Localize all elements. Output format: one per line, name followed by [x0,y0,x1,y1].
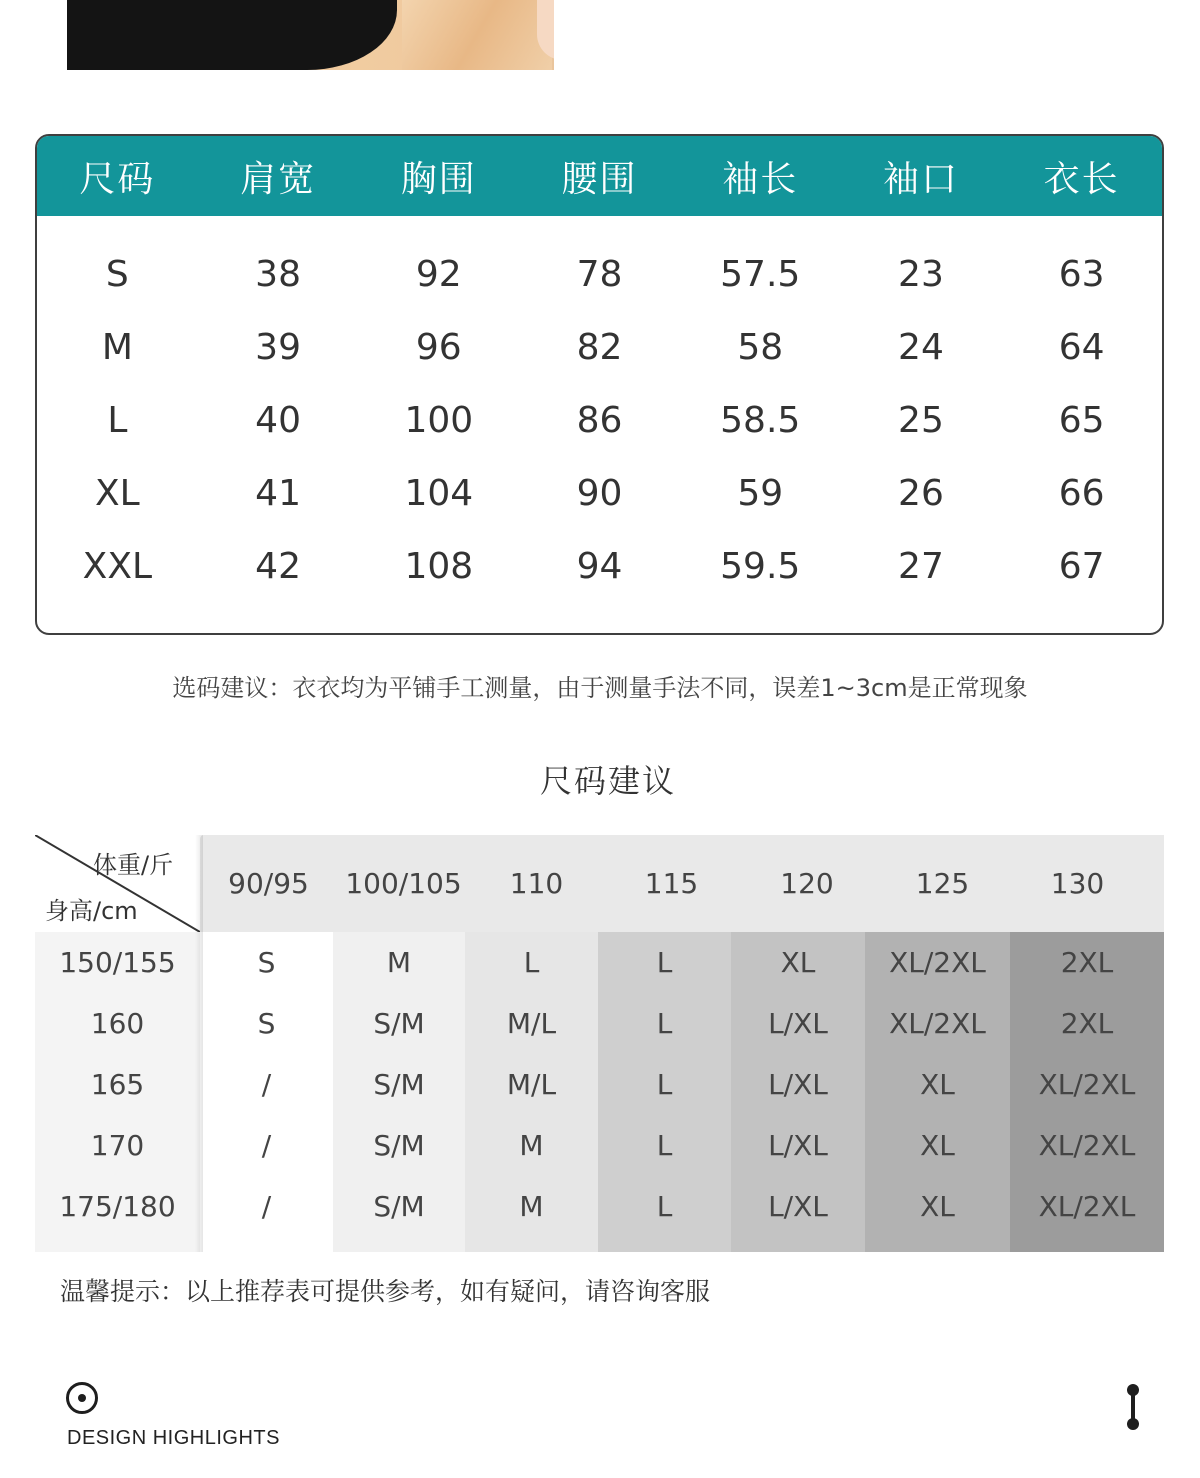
recommendation-cell: L [656,1007,673,1040]
recommendation-column [731,932,865,1252]
recommendation-column [333,932,465,1252]
recommendation-cell: S/M [373,1129,425,1162]
table-cell: XXL [82,546,153,587]
table-cell: L [107,400,128,441]
header-shoulder: 肩宽 [240,158,317,200]
recommendation-column [200,932,333,1252]
recommendation-cell: L [523,946,540,979]
photo-fabric [402,0,552,70]
weight-header-cell: 110 [509,867,564,900]
recommendation-cell: L/XL [768,1190,828,1223]
recommendation-cell: M/L [506,1007,557,1040]
scroll-indicator-dot-top [1127,1384,1139,1396]
recommendation-cell: XL/2XL [889,946,986,979]
table-cell: 23 [898,254,944,295]
recommendation-cell: XL/2XL [1038,1068,1136,1101]
recommendation-cell: / [261,1129,272,1162]
table-cell: 82 [576,327,623,368]
height-cell: 175/180 [59,1190,176,1223]
table-cell: S [105,254,129,295]
height-column [35,932,200,1252]
table-cell: 100 [404,400,474,441]
recommendation-cell: L [656,1129,673,1162]
table-cell: 41 [255,473,301,514]
size-recommendation-table [35,835,1164,1252]
size-chart-header [37,136,1162,216]
table-cell: 57.5 [720,254,801,295]
table-cell: 90 [576,473,623,514]
height-cell: 165 [90,1068,145,1101]
section-label: DESIGN HIGHLIGHTS [67,1427,280,1449]
weight-header-cell: 100/105 [345,867,462,900]
product-photo [67,0,554,70]
recommendation-cell: XL [920,1190,955,1223]
height-cell: 160 [90,1007,145,1040]
table-cell: 64 [1058,327,1105,368]
weight-header-cell: 125 [915,867,970,900]
recommendation-cell: S [257,946,276,979]
recommendation-cell: M/L [506,1068,557,1101]
recommendation-title: 尺码建议 [539,762,676,800]
recommendation-cell: L/XL [768,1007,828,1040]
table-row [37,384,1162,457]
recommendation-cell: XL [780,946,816,979]
header-length: 衣长 [1043,158,1120,200]
size-chart-table [35,134,1164,635]
table-cell: 67 [1058,546,1105,587]
table-cell: 58 [737,327,784,368]
recommendation-cell: XL [920,1129,955,1162]
recommendation-cell: L [656,1068,673,1101]
recommendation-cell: S [257,1007,276,1040]
recommendation-cell: XL/2XL [1038,1129,1136,1162]
recommendation-cell: M [519,1129,544,1162]
recommendation-cell: L [656,1190,673,1223]
recommendation-cell: S/M [373,1190,425,1223]
recommendation-cell: L/XL [768,1068,828,1101]
recommendation-column [1010,932,1164,1252]
size-chart-body [37,238,1162,603]
recommendation-cell: / [261,1068,272,1101]
recommendation-cell: XL [920,1068,955,1101]
table-cell: 27 [898,546,944,587]
table-row [37,530,1162,603]
table-cell: 108 [404,546,474,587]
table-cell: 96 [415,327,462,368]
recommendation-cell: / [261,1190,272,1223]
recommendation-column [865,932,1010,1252]
table-cell: 66 [1058,473,1105,514]
recommendation-column [598,932,731,1252]
table-cell: 78 [576,254,623,295]
recommendation-cell: 2XL [1060,946,1114,979]
recommendation-cell: M [519,1190,544,1223]
table-cell: 24 [898,327,944,368]
table-cell: 104 [404,473,474,514]
table-row [37,238,1162,311]
recommendation-cell: XL/2XL [889,1007,986,1040]
scroll-indicator-icon [1124,1384,1142,1432]
height-cell: 150/155 [59,946,176,979]
height-cell: 170 [90,1129,145,1162]
warm-tip-text: 温馨提示：以上推荐表可提供参考，如有疑问，请咨询客服 [60,1277,711,1306]
table-cell: 86 [576,400,623,441]
weight-header-cell: 115 [644,867,699,900]
recommendation-cell: S/M [373,1007,425,1040]
recommendation-column [465,932,598,1252]
header-cuff: 袖口 [882,158,959,200]
weight-header-cell: 90/95 [228,867,309,900]
table-cell: 26 [898,473,944,514]
table-cell: 59 [737,473,784,514]
table-cell: 40 [255,400,301,441]
recommendation-cell: L [656,946,673,979]
table-cell: 25 [898,400,944,441]
weight-axis-label: 体重/斤 [93,851,174,879]
table-cell: 39 [255,327,301,368]
header-sleeve-length: 袖长 [722,158,799,200]
table-cell: M [101,327,133,368]
recommendation-cell: S/M [373,1068,425,1101]
recommendation-cell: M [386,946,412,979]
photo-skirt [67,0,397,70]
header-size: 尺码 [79,158,156,200]
table-cell: 63 [1058,254,1105,295]
table-cell: 42 [255,546,301,587]
table-row [37,311,1162,384]
scroll-indicator-dot-bottom [1127,1418,1139,1430]
table-cell: XL [95,473,140,514]
recommendation-cell: XL/2XL [1038,1190,1136,1223]
height-axis-label: 身高/cm [45,897,138,925]
recommendation-cell: L/XL [768,1129,828,1162]
weight-header-cell: 120 [780,867,834,900]
table-cell: 92 [415,254,462,295]
column-shadow [195,835,203,1252]
weight-header-row [200,835,1164,932]
table-cell: 38 [255,254,301,295]
table-cell: 65 [1058,400,1105,441]
target-icon [66,1382,98,1414]
table-cell: 94 [576,546,623,587]
weight-header-cell: 130 [1050,867,1105,900]
measurement-note: 选码建议：衣衣均为平铺手工测量，由于测量手法不同，误差1~3cm是正常现象 [172,674,1028,702]
header-chest: 胸围 [400,158,477,200]
table-corner-cell [35,835,200,932]
table-row [37,457,1162,530]
recommendation-cell: 2XL [1060,1007,1114,1040]
header-waist: 腰围 [561,158,638,200]
table-cell: 58.5 [720,400,801,441]
table-cell: 59.5 [720,546,801,587]
